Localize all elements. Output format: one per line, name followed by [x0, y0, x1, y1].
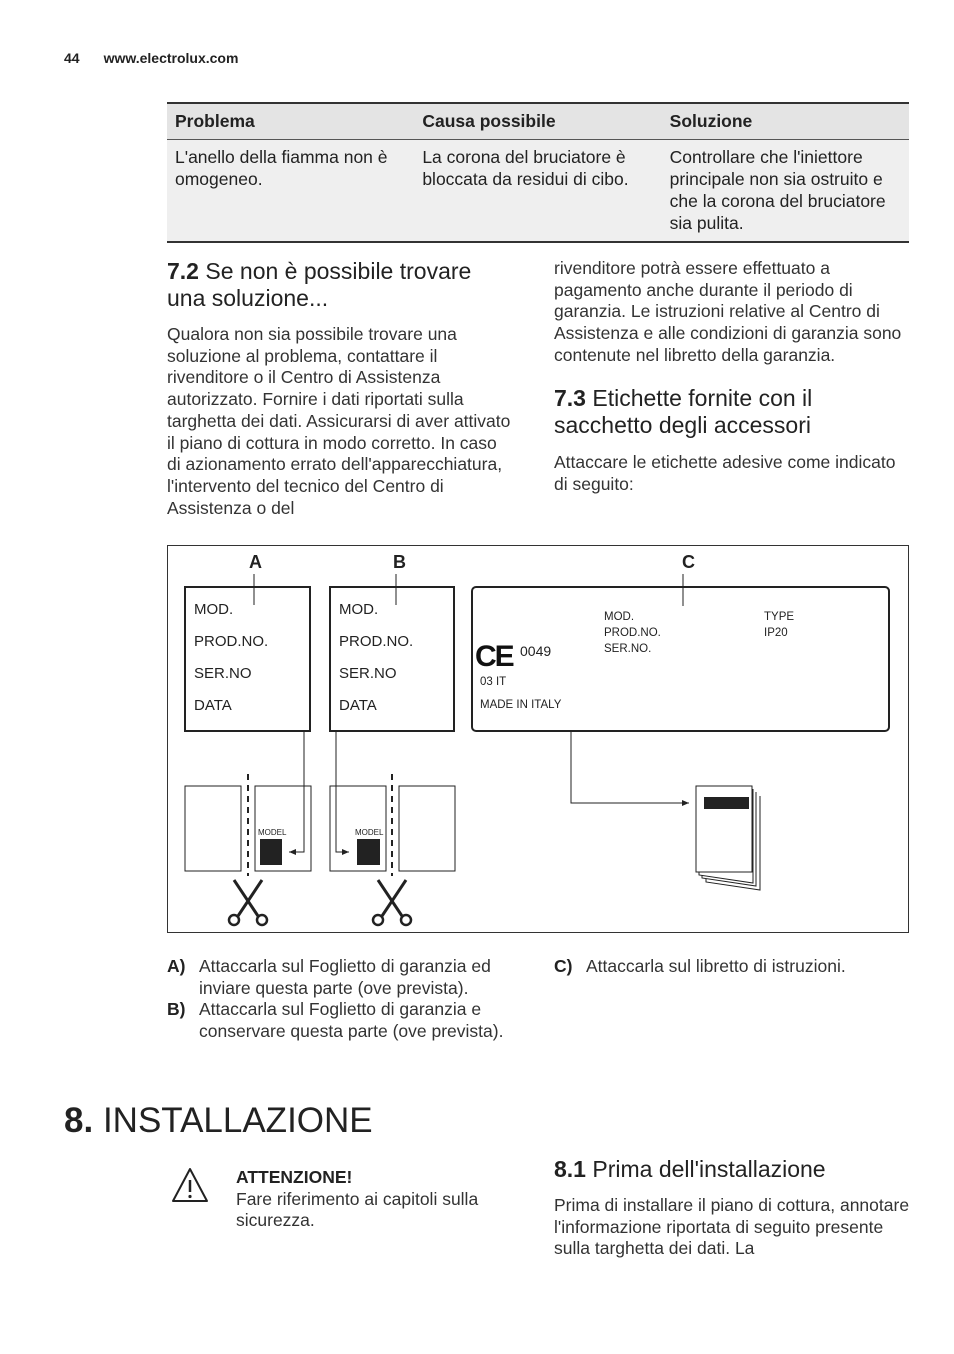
label-a-key: A) — [167, 956, 186, 976]
cell-problema: L'anello della fiamma non è omogeneo. — [167, 140, 414, 243]
heading-8-1 — [554, 1156, 914, 1183]
label-b-prodno: PROD.NO. — [339, 633, 414, 650]
site-url: www.electrolux.com — [103, 50, 239, 66]
letter-c: C — [682, 552, 695, 572]
col-soluzione: Soluzione — [662, 103, 909, 140]
label-c-type: TYPE — [764, 611, 795, 623]
made-in-italy: MADE IN ITALY — [480, 699, 562, 711]
model-text-b: MODEL — [355, 828, 384, 837]
heading-7-2-number: 7.2 — [167, 258, 199, 284]
country-code: 03 IT — [480, 676, 507, 688]
label-a-instruction — [167, 956, 527, 999]
label-c-instruction — [554, 956, 914, 978]
heading-8-number: 8. — [64, 1101, 94, 1140]
warranty-sheet-a-left — [185, 786, 241, 871]
label-c-ip20: IP20 — [764, 627, 788, 639]
col-problema: Problema — [167, 103, 414, 140]
label-b-mod: MOD. — [339, 601, 379, 618]
label-b-serno: SER.NO — [339, 665, 397, 682]
warning-block — [236, 1167, 506, 1232]
table-header-row — [167, 103, 909, 140]
heading-8-1-number: 8.1 — [554, 1156, 586, 1182]
model-text-a: MODEL — [258, 828, 287, 837]
sec72-body-left: Qualora non sia possibile trovare una soluzione al problema, contattare il rivenditore o il Centro di Assistenza autorizzato. Fornire i dati riportati sulla targhetta dei dati. Assicurarsi di aver attivato il piano di cottura in modo corretto. In caso di azionamento errato dell'apparecchiatura, l'intervento del tecnico del Centro di Assistenza o del — [167, 324, 511, 518]
label-c-key: C) — [554, 956, 573, 976]
table-row — [167, 140, 909, 243]
label-c-mod: MOD. — [604, 611, 635, 623]
letter-a: A — [249, 552, 262, 572]
warning-text: Fare riferimento ai capitoli sulla sicurezza. — [236, 1188, 479, 1231]
label-b-data: DATA — [339, 697, 377, 714]
instruction-booklet-icon — [696, 786, 760, 890]
label-diagram — [168, 546, 908, 932]
label-b-key: B) — [167, 999, 186, 1019]
scissors-icon — [229, 880, 267, 925]
heading-7-3 — [554, 385, 909, 439]
label-c-prodno: PROD.NO. — [604, 627, 661, 639]
sticker-slot-b — [357, 839, 380, 865]
label-c-text: Attaccarla sul libretto di istruzioni. — [586, 956, 846, 976]
sec81-body: Prima di installare il piano di cottura, annotare l'informazione riportata di seguito presente sulla targhetta dei dati. La — [554, 1195, 910, 1259]
label-a-prodno: PROD.NO. — [194, 633, 269, 650]
cell-soluzione: Controllare che l'iniettore principale non sia ostruito e che la corona del bruciatore sia pulita. — [662, 140, 909, 243]
label-a-data: DATA — [194, 697, 232, 714]
sec72-body-right: rivenditore potrà essere effettuato a pagamento anche durante il periodo di garanzia. Le istruzioni relative al Centro di Assistenza e alle condizioni di garanzia sono contenute nel libretto della garanzia. — [554, 258, 902, 365]
label-b-text: Attaccarla sul Foglietto di garanzia e conservare questa parte (ove prevista). — [199, 999, 504, 1041]
warning-icon — [170, 1166, 210, 1204]
letter-b: B — [393, 552, 406, 572]
heading-8-1-title: Prima dell'installazione — [592, 1156, 826, 1182]
heading-7-2-title: Se non è possibile trovare una soluzione... — [167, 258, 472, 311]
heading-7-3-title: Etichette fornite con il sacchetto degli accessori — [554, 385, 813, 438]
label-c-serno: SER.NO. — [604, 643, 652, 655]
warning-title: ATTENZIONE! — [236, 1167, 353, 1187]
label-a-mod: MOD. — [194, 601, 234, 618]
ce-mark-icon: CE — [475, 640, 513, 673]
sec73-body: Attaccare le etichette adesive come indicato di seguito: — [554, 452, 896, 494]
cell-causa: La corona del bruciatore è bloccata da residui di cibo. — [414, 140, 661, 243]
arrow-c — [571, 731, 689, 803]
label-b-instruction — [167, 999, 527, 1042]
heading-8 — [64, 1100, 373, 1142]
ce-number: 0049 — [520, 643, 552, 659]
scissors-icon — [373, 880, 411, 925]
label-a-text: Attaccarla sul Foglietto di garanzia ed inviare questa parte (ove prevista). — [199, 956, 491, 998]
page-number: 44 — [64, 50, 80, 66]
heading-7-2 — [167, 258, 512, 312]
heading-8-title: INSTALLAZIONE — [102, 1101, 373, 1140]
page-header — [64, 50, 238, 66]
heading-7-3-number: 7.3 — [554, 385, 586, 411]
label-a-serno: SER.NO — [194, 665, 252, 682]
troubleshooting-table — [167, 102, 909, 243]
sticker-slot-a — [260, 839, 282, 865]
warranty-sheet-b-right — [399, 786, 455, 871]
col-causa: Causa possibile — [414, 103, 661, 140]
label-figure — [167, 545, 909, 933]
